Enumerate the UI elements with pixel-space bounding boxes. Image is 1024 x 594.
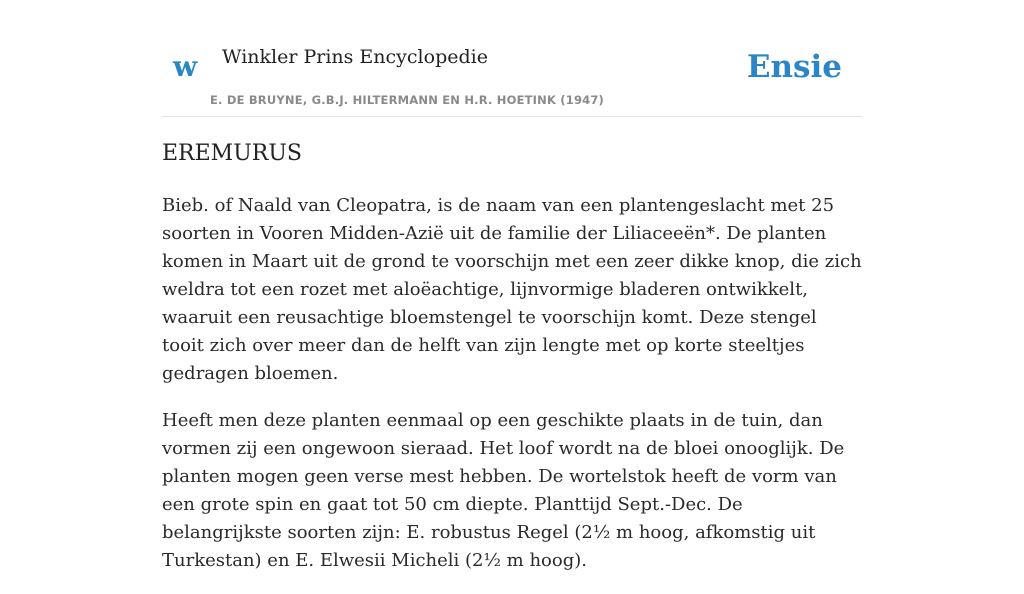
article-paragraph: Heeft men deze planten eenmaal op een geschikte plaats in de tuin, dan vormen zij een ongewoon sieraad. Het loof wordt na de bloei onooglijk. De planten mogen geen verse mest hebben. De wortelstok heeft de vorm van een grote spin en gaat tot 50 cm diepte. Planttijd Sept.-Dec. De belangrijkste soorten zijn: E. robustus Regel (2½ m hoog, afkomstig uit Turkestan) en E. Elwesii Micheli (2½ m hoog). xyxy=(162,410,845,571)
header xyxy=(162,30,862,117)
article-title: EREMURUS xyxy=(162,141,302,166)
publication-title[interactable]: Winkler Prins Encyclopedie xyxy=(222,46,488,68)
article-body xyxy=(162,192,862,594)
winkler-prins-logo[interactable]: w xyxy=(173,50,198,83)
publication-authors: E. DE BRUYNE, G.B.J. HILTERMANN EN H.R. HOETINK (1947) xyxy=(210,93,605,107)
ensie-logo-link[interactable]: Ensie xyxy=(746,49,842,85)
article-paragraph: Bieb. of Naald van Cleopatra, is de naam van een plantengeslacht met 25 soorten in Vooren Midden-Azië uit de familie der Liliaceeën*. De planten komen in Maart uit de grond te voorschijn met een zeer dikke knop, die zich weldra tot een rozet met aloëachtige, lijnvormige bladeren ontwikkelt, waaruit een reusachtige bloemstengel te voorschijn komt. Deze stengel tooit zich over meer dan de helft van zijn lengte met op korte steeltjes gedragen bloemen. xyxy=(162,195,862,384)
